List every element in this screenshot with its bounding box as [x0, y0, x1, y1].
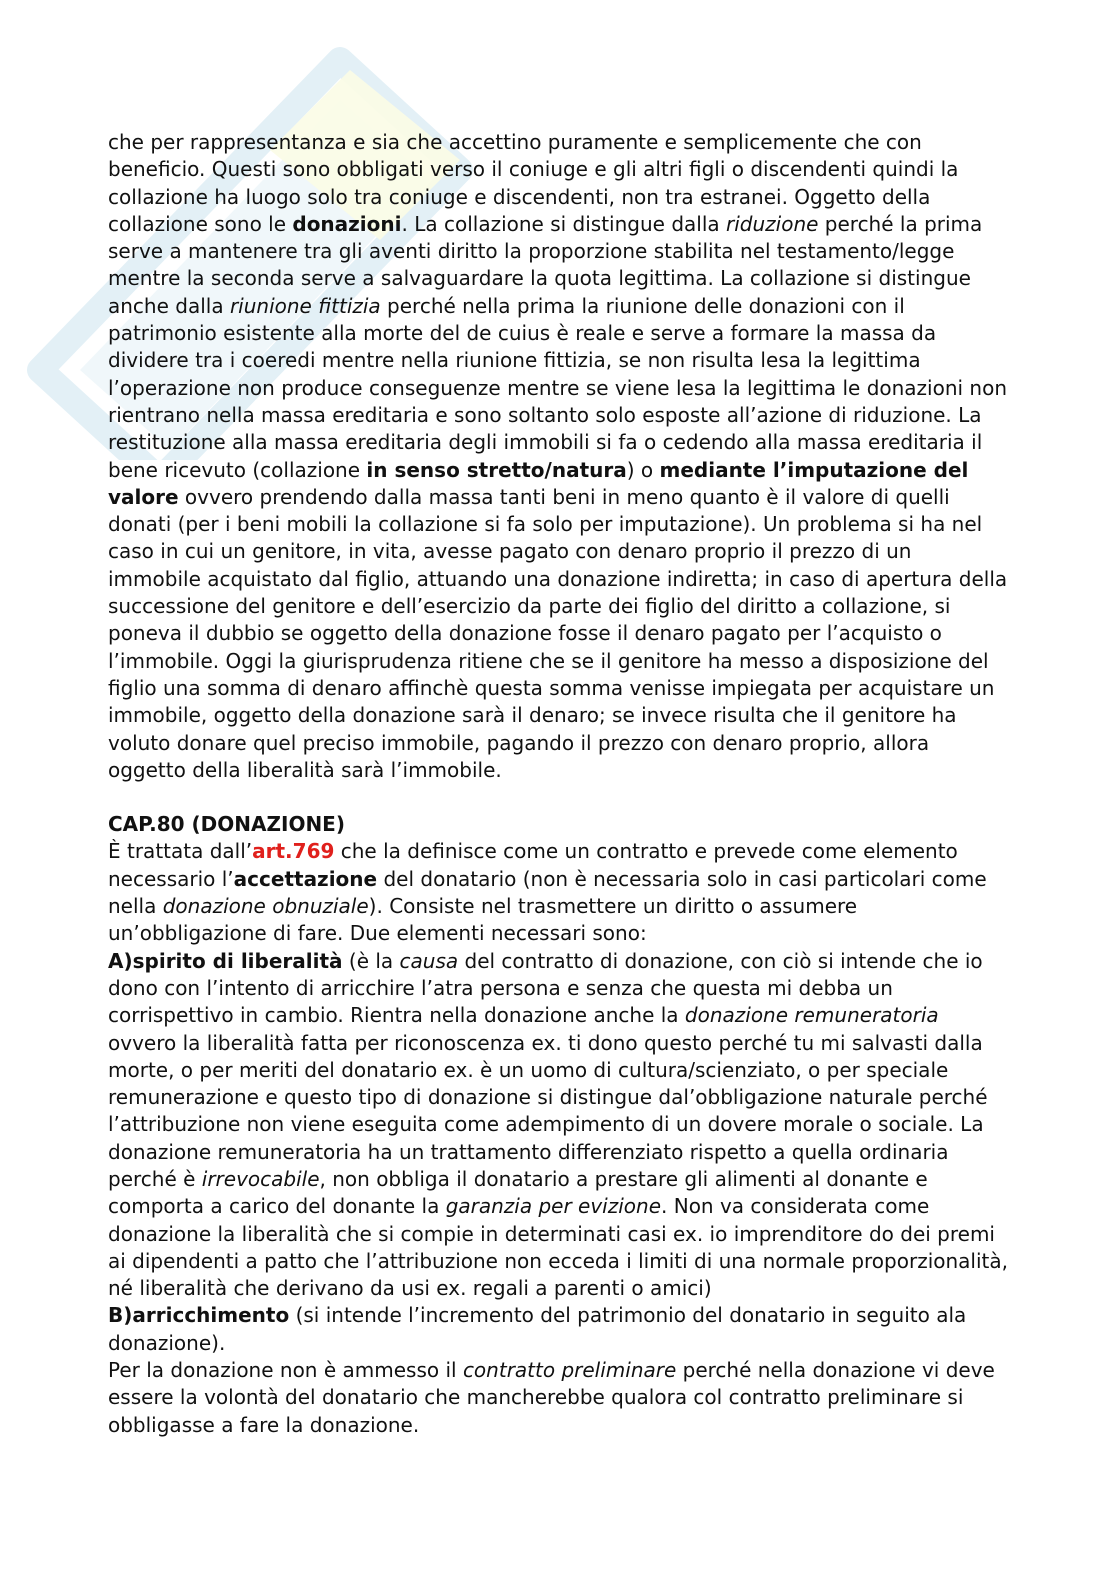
- italic-term: donazione remuneratoria: [684, 1003, 939, 1028]
- text-run: ) o: [626, 457, 660, 482]
- document-body: [108, 129, 1010, 1439]
- paragraph-definizione: [108, 838, 1010, 947]
- italic-term: causa: [399, 948, 459, 973]
- paragraph-gap: [108, 784, 1010, 811]
- italic-term: riduzione: [726, 211, 819, 236]
- italic-term: riunione fittizia: [229, 293, 381, 318]
- text-run: perché nella prima la riunione delle donazioni con il patrimonio esistente alla morte del de cuius è reale e serve a formare la massa da dividere tra i coeredi mentre nella riunione fittizia, se non risulta lesa la legittima l’operazione non produce conseguenze mentre se viene lesa la legittima le donazioni non rientrano nella massa ereditaria e sono soltanto solo esposte all’azione di riduzione. La restituzione alla massa ereditaria degli immobili si fa o cedendo alla massa ereditaria il bene ricevuto (collazione: [108, 293, 1008, 482]
- text-run: ). Consiste nel trasmettere un diritto o assumere un’obbligazione di fare. Due elementi necessari sono:: [108, 894, 858, 946]
- text-run: (è la: [342, 948, 400, 973]
- text-run: (si intende l’incremento del patrimonio del donatario in seguito ala donazione).: [108, 1303, 967, 1355]
- paragraph-arricchimento: [108, 1302, 1010, 1357]
- article-reference: art.769: [252, 839, 335, 864]
- bold-term: A)spirito di liberalità: [108, 948, 343, 973]
- text-run: del contratto di donazione, con ciò si intende che io dono con l’intento di arricchire l’atra persona e senza che questa mi debba un corrispettivo in cambio. Rientra nella donazione anche la: [108, 948, 983, 1028]
- bold-term: in senso stretto/natura: [366, 457, 627, 482]
- bold-term: B)arricchimento: [108, 1303, 290, 1328]
- text-run: . Non va considerata come donazione la liberalità che si compie in determinati casi ex. io imprenditore do dei premi ai dipendenti a patto che l’attribuzione non ecceda i limiti di una normale proporzionalità, né liberalità che derivano da usi ex. regali a parenti o amici): [108, 1194, 1008, 1301]
- text-run: che per rappresentanza e sia che accettino puramente e semplicemente che con beneficio. Questi sono obbligati verso il coniuge e gli altri figli o discendenti quindi la collazione ha luogo solo tra coniuge e discendenti, non tra estranei. Oggetto della collazione sono le: [108, 130, 959, 236]
- text-run: perché la prima serve a mantenere tra gli aventi diritto la proporzione stabilita nel testamento/legge mentre la seconda serve a salvaguardare la quota legittima. La collazione si distingue anche dalla: [108, 211, 983, 318]
- italic-term: contratto preliminare: [462, 1358, 677, 1383]
- text-run: perché nella donazione vi deve essere la volontà del donatario che mancherebbe qualora col contratto preliminare si obbligasse a fare la donazione.: [108, 1358, 995, 1437]
- chapter-heading-text: CAP.80 (DONAZIONE): [108, 812, 345, 837]
- chapter-heading: [108, 811, 1010, 838]
- text-run: . La collazione si distingue dalla: [401, 211, 726, 236]
- italic-term: garanzia per evizione: [445, 1194, 662, 1219]
- text-run: , non obbliga il donatario a prestare gli alimenti al donante e comporta a carico del donante la: [108, 1166, 928, 1219]
- text-run: del donatario (non è necessaria solo in casi particolari come nella: [108, 866, 987, 919]
- text-run: ovvero prendendo dalla massa tanti beni in meno quanto è il valore di quelli donati (per i beni mobili la collazione si fa solo per imputazione). Un problema si ha nel caso in cui un genitore, in vita, avesse pagato con denaro proprio il prezzo di un immobile acquistato dal figlio, attuando una donazione indiretta; in caso di apertura della successione del genitore e dell’esercizio da parte dei figlio del diritto a collazione, si poneva il dubbio se oggetto della donazione fosse il denaro pagato per l’acquisto o l’immobile. Oggi la giurisprudenza ritiene che se il genitore ha messo a disposizione del figlio una somma di denaro affinchè questa somma venisse impiegata per acquistare un immobile, oggetto della donazione sarà il denaro; se invece risulta che il genitore ha voluto donare quel preciso immobile, pagando il prezzo con denaro proprio, allora oggetto della liberalità sarà l’immobile.: [108, 484, 1008, 782]
- italic-term: irrevocabile: [201, 1166, 320, 1191]
- text-run: che la definisce come un contratto e prevede come elemento necessario l’: [108, 839, 958, 891]
- paragraph-contratto-preliminare: [108, 1357, 1010, 1439]
- text-run: Per la donazione non è ammesso il: [108, 1358, 463, 1383]
- text-run: È trattata dall’: [108, 839, 253, 864]
- bold-term: accettazione: [233, 866, 378, 891]
- paragraph-collazione: [108, 129, 1010, 784]
- italic-term: donazione obnuziale: [162, 894, 369, 919]
- paragraph-spirito-liberalita: [108, 948, 1010, 1303]
- bold-term: mediante l’imputazione del valore: [108, 457, 969, 509]
- text-run: ovvero la liberalità fatta per riconoscenza ex. ti dono questo perché tu mi salvasti dalla morte, o per meriti del donatario ex. è un uomo di cultura/scienziato, o per speciale remunerazione e questo tipo di donazione si distingue dal’obbligazione naturale perché l’attribuzione non viene eseguita come adempimento di un dovere morale o sociale. La donazione remuneratoria ha un trattamento differenziato rispetto a quella ordinaria perché è: [108, 1030, 988, 1191]
- bold-term: donazioni: [292, 211, 402, 236]
